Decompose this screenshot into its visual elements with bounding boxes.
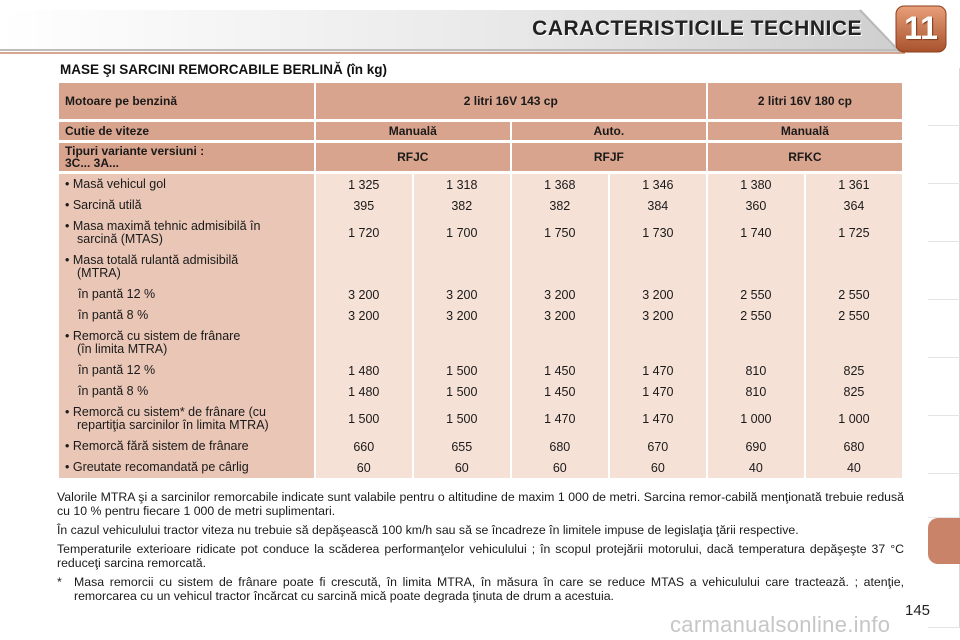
value-cell: 1 450 [512, 381, 608, 402]
value-cell: 1 500 [414, 360, 510, 381]
row-label [59, 216, 314, 250]
engine-b: 2 litri 16V 180 cp [708, 83, 902, 119]
value-cell: 1 470 [610, 360, 706, 381]
value-cell: 1 500 [316, 402, 412, 436]
chapter-title: CARACTERISTICILE TECHNICE [532, 17, 862, 40]
value-cell: 1 480 [316, 381, 412, 402]
value-cell: 3 200 [316, 284, 412, 305]
value-cell: 660 [316, 436, 412, 457]
note-paragraph: În cazul vehiculului tractor viteza nu trebuie să depăşească 100 km/h sau să se încadreze în limitele impuse de legislaţia ţării respective. [57, 523, 799, 537]
value-cell [512, 250, 608, 284]
row-label-line: în pantă 12 % [78, 287, 156, 301]
value-cell: 3 200 [610, 284, 706, 305]
value-cell: 2 550 [708, 284, 804, 305]
value-cell [414, 250, 510, 284]
chapter-tab[interactable] [928, 358, 960, 416]
value-cell: 825 [806, 360, 902, 381]
value-cell: 1 346 [610, 174, 706, 195]
value-cell [806, 250, 902, 284]
value-cell: 60 [512, 457, 608, 478]
value-cell: 3 200 [414, 284, 510, 305]
table-row [59, 457, 902, 478]
row-label-line: • Remorcă cu sistem de frânare [65, 329, 241, 343]
row-label-line: • Masa maximă tehnic admisibilă în [65, 219, 261, 233]
value-cell: 1 361 [806, 174, 902, 195]
row-label [59, 381, 314, 402]
value-cell [708, 326, 804, 360]
gearbox-header-row [59, 122, 902, 140]
chapter-tab[interactable] [928, 68, 960, 126]
value-cell: 382 [512, 195, 608, 216]
gearbox-label: Cutie de viteze [59, 122, 314, 140]
value-cell [806, 326, 902, 360]
table-row [59, 174, 902, 195]
value-cell: 680 [806, 436, 902, 457]
chapter-tab[interactable] [928, 300, 960, 358]
value-cell: 690 [708, 436, 804, 457]
value-cell: 655 [414, 436, 510, 457]
value-cell: 2 550 [806, 284, 902, 305]
gearbox-cell: Manuală [708, 122, 902, 140]
engine-a: 2 litri 16V 143 cp [316, 83, 706, 119]
value-cell: 2 550 [708, 305, 804, 326]
row-label-line: în pantă 12 % [78, 363, 156, 377]
value-cell: 3 200 [414, 305, 510, 326]
engine-header-row [59, 83, 902, 119]
value-cell [316, 250, 412, 284]
watermark: carmanualsonline.info [670, 612, 891, 637]
value-cell: 364 [806, 195, 902, 216]
table-row [59, 305, 902, 326]
row-label-line: în pantă 8 % [78, 384, 149, 398]
variant-code: RFKC [708, 143, 902, 171]
value-cell: 60 [316, 457, 412, 478]
table-row [59, 250, 902, 284]
row-label [59, 457, 314, 478]
section-title: MASE ŞI SARCINI REMORCABILE BERLINĂ (în kg) [60, 62, 388, 77]
value-cell: 1 500 [414, 381, 510, 402]
row-label [59, 326, 314, 360]
table-row [59, 381, 902, 402]
chapter-tab[interactable] [928, 242, 960, 300]
variants-label [59, 143, 314, 171]
row-label-line: • Remorcă fără sistem de frânare [65, 439, 249, 453]
value-cell: 1 500 [414, 402, 510, 436]
value-cell: 40 [708, 457, 804, 478]
value-cell: 3 200 [316, 305, 412, 326]
value-cell [610, 250, 706, 284]
variants-label-line: 3C... 3A... [65, 156, 120, 170]
table-row [59, 436, 902, 457]
table-row [59, 195, 902, 216]
gearbox-cell: Manuală [316, 122, 510, 140]
value-cell: 825 [806, 381, 902, 402]
row-label [59, 402, 314, 436]
value-cell: 2 550 [806, 305, 902, 326]
variants-label-line: Tipuri variante versiuni : [65, 144, 205, 158]
value-cell: 3 200 [610, 305, 706, 326]
engine-label: Motoare pe benzină [59, 83, 314, 119]
row-label-line: • Masa totală rulantă admisibilă [65, 253, 239, 267]
value-cell: 1 725 [806, 216, 902, 250]
value-cell: 1 450 [512, 360, 608, 381]
table-row [59, 402, 902, 436]
value-cell: 360 [708, 195, 804, 216]
value-cell: 670 [610, 436, 706, 457]
chapter-tab-active[interactable] [928, 518, 960, 564]
variant-code: RFJF [512, 143, 706, 171]
row-label [59, 250, 314, 284]
value-cell: 382 [414, 195, 510, 216]
value-cell [610, 326, 706, 360]
value-cell: 1 730 [610, 216, 706, 250]
mass-table [57, 83, 904, 478]
value-cell: 1 318 [414, 174, 510, 195]
value-cell: 1 368 [512, 174, 608, 195]
row-label-line: în pantă 8 % [78, 308, 149, 322]
row-label-line: • Masă vehicul gol [65, 177, 166, 191]
chapter-tab[interactable] [928, 184, 960, 242]
value-cell [708, 250, 804, 284]
notes [57, 490, 904, 603]
row-label-line: (în limita MTRA) [77, 342, 168, 356]
value-cell: 1 470 [610, 402, 706, 436]
row-label-line: • Remorcă cu sistem* de frânare (cu [65, 405, 266, 419]
value-cell: 40 [806, 457, 902, 478]
variant-code: RFJC [316, 143, 510, 171]
value-cell [512, 326, 608, 360]
note-paragraph: Temperaturile exterioare ridicate pot conduce la scăderea performanţelor vehiculului ; în scopul protejării motorului, dacă temperatura depăşeşte 37 °C reduceţi sarcina remorcată. [57, 542, 904, 570]
row-label-line: (MTRA) [77, 266, 121, 280]
value-cell: 1 720 [316, 216, 412, 250]
value-cell: 60 [610, 457, 706, 478]
row-label-line: sarcină (MTAS) [77, 232, 163, 246]
value-cell: 1 000 [806, 402, 902, 436]
chapter-tab[interactable] [928, 126, 960, 184]
value-cell: 1 470 [610, 381, 706, 402]
chapter-tab[interactable] [928, 564, 960, 628]
value-cell: 1 480 [316, 360, 412, 381]
value-cell: 1 740 [708, 216, 804, 250]
gearbox-cell: Auto. [512, 122, 706, 140]
value-cell: 1 470 [512, 402, 608, 436]
value-cell: 395 [316, 195, 412, 216]
value-cell: 810 [708, 360, 804, 381]
row-label [59, 284, 314, 305]
row-label-line: • Greutate recomandată pe cârlig [65, 460, 249, 474]
table-row [59, 326, 902, 360]
value-cell: 1 700 [414, 216, 510, 250]
value-cell: 3 200 [512, 284, 608, 305]
chapter-tab[interactable] [928, 474, 960, 518]
note-paragraph: Valorile MTRA şi a sarcinilor remorcabile indicate sunt valabile pentru o altitudine de maxim 1 000 de metri. Sarcina remor-cabilă menţionată trebuie redusă cu 10 % pentru fiecare 1 000 de metri suplimentari. [57, 490, 904, 518]
row-label [59, 195, 314, 216]
row-label-line: • Sarcină utilă [65, 198, 142, 212]
variants-header-row [59, 143, 902, 171]
page-number: 145 [905, 602, 931, 619]
chapter-number-badge: 11 [904, 10, 938, 46]
chapter-tab[interactable] [928, 416, 960, 474]
footnote-mark: * [57, 575, 62, 589]
value-cell [414, 326, 510, 360]
chapter-tabs [928, 68, 960, 628]
value-cell: 60 [414, 457, 510, 478]
row-label [59, 174, 314, 195]
table-row [59, 360, 902, 381]
value-cell: 1 380 [708, 174, 804, 195]
row-label [59, 360, 314, 381]
value-cell: 1 000 [708, 402, 804, 436]
row-label [59, 436, 314, 457]
footnote-text: Masa remorcii cu sistem de frânare poate fi crescută, în limita MTRA, în măsura în care se reduce MTAS a vehiculului care tractează. ; atenţie, remorcarea cu un vehicul tractor încărcat cu sarcină mică poate degrada ţinuta de drum a acestuia. [74, 575, 904, 603]
value-cell: 810 [708, 381, 804, 402]
table-body [59, 174, 902, 478]
value-cell: 3 200 [512, 305, 608, 326]
row-label-line: repartiţia sarcinilor în limita MTRA) [77, 418, 269, 432]
footnote [57, 575, 904, 603]
table-row [59, 216, 902, 250]
value-cell: 1 325 [316, 174, 412, 195]
table-row [59, 284, 902, 305]
value-cell [316, 326, 412, 360]
value-cell: 384 [610, 195, 706, 216]
value-cell: 1 750 [512, 216, 608, 250]
row-label [59, 305, 314, 326]
value-cell: 680 [512, 436, 608, 457]
